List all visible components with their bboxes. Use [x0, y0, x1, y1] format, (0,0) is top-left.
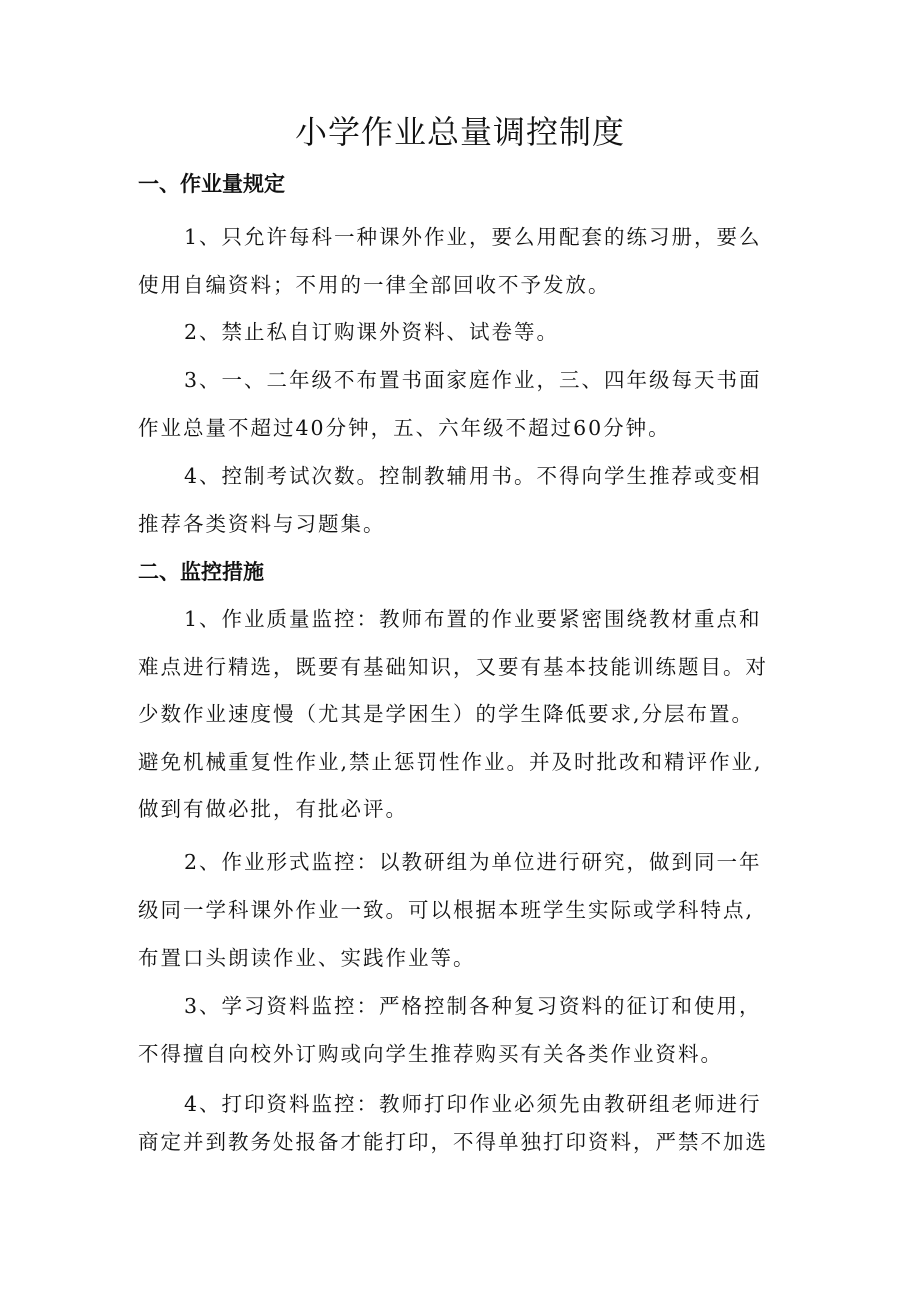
paragraph-1-1	[138, 213, 798, 309]
paragraph-2-3	[138, 982, 798, 1078]
paragraph-line: 难点进行精选，既要有基础知识，又要有基本技能训练题目。对	[138, 654, 768, 679]
paragraph-1-3	[138, 356, 798, 452]
paragraph-line: 2、禁止私自订购课外资料、试卷等。	[184, 320, 560, 344]
paragraph-line: 级同一学科课外作业一致。可以根据本班学生实际或学科特点,	[138, 898, 755, 922]
paragraph-1-4	[138, 452, 798, 548]
paragraph-line: 布置口头朗读作业、实践作业等。	[138, 946, 476, 970]
paragraph-line: 1、只允许每科一种课外作业，要么用配套的练习册，要么	[184, 225, 762, 249]
paragraph-2-4	[138, 1085, 798, 1161]
paragraph-line: 做到有做必批，有批必评。	[138, 797, 408, 821]
paragraph-line: 3、学习资料监控：严格控制各种复习资料的征订和使用，	[184, 994, 762, 1018]
paragraph-line: 3、一、二年级不布置书面家庭作业，三、四年级每天书面	[184, 368, 762, 392]
section-heading-monitoring: 二、监控措施	[138, 560, 264, 584]
paragraph-line: 不得擅自向校外订购或向学生推荐购买有关各类作业资料。	[138, 1042, 723, 1066]
paragraph-line: 4、打印资料监控：教师打印作业必须先由教研组老师进行	[184, 1092, 762, 1116]
page-title: 小学作业总量调控制度	[294, 113, 625, 151]
paragraph-1-2	[138, 308, 798, 356]
paragraph-line: 1、作业质量监控：教师布置的作业要紧密围绕教材重点和	[184, 607, 762, 631]
paragraph-2-1	[138, 596, 798, 834]
paragraph-line: 推荐各类资料与习题集。	[138, 512, 386, 536]
section-heading-quota: 一、作业量规定	[138, 172, 285, 196]
paragraph-line: 作业总量不超过40分钟，五、六年级不超过60分钟。	[138, 416, 671, 440]
paragraph-2-2	[138, 838, 798, 982]
paragraph-line: 避免机械重复性作业,禁止惩罚性作业。并及时批改和精评作业,	[138, 749, 763, 774]
paragraph-line: 使用自编资料；不用的一律全部回收不予发放。	[138, 273, 611, 297]
paragraph-line: 4、控制考试次数。控制教辅用书。不得向学生推荐或变相	[184, 464, 762, 488]
paragraph-line: 商定并到教务处报备才能打印，不得单独打印资料，严禁不加选	[138, 1130, 768, 1154]
paragraph-line: 2、作业形式监控：以教研组为单位进行研究，做到同一年	[184, 850, 762, 874]
paragraph-line: 少数作业速度慢（尤其是学困生）的学生降低要求,分层布置。	[138, 702, 755, 726]
